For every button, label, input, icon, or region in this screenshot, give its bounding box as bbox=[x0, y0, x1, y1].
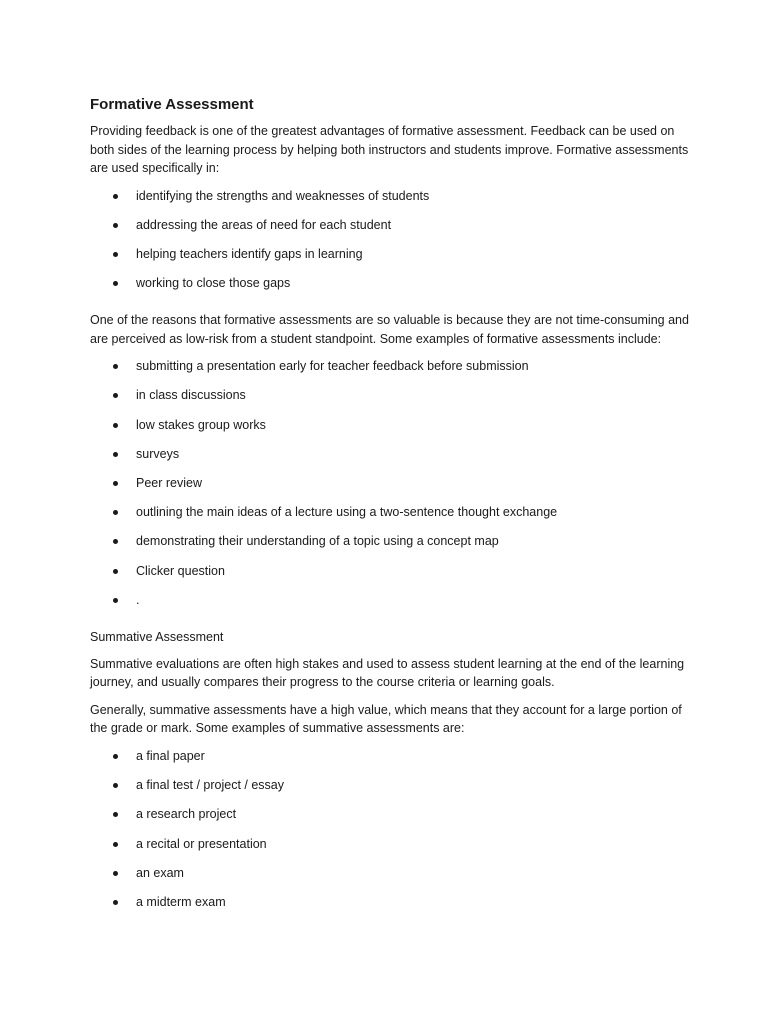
bullet-icon bbox=[113, 842, 118, 847]
list-item bbox=[90, 805, 690, 834]
list-item-text: Peer review bbox=[136, 476, 202, 490]
list-item bbox=[90, 864, 690, 893]
bullet-icon bbox=[113, 783, 118, 788]
bullet-icon bbox=[113, 871, 118, 876]
bullet-icon bbox=[113, 510, 118, 515]
bullet-icon bbox=[113, 364, 118, 369]
bullet-icon bbox=[113, 812, 118, 817]
list-item-text: low stakes group works bbox=[136, 417, 266, 432]
bullet-icon bbox=[113, 452, 118, 457]
list-item-text: . bbox=[136, 592, 140, 607]
formative-examples-list bbox=[90, 357, 690, 620]
list-item bbox=[90, 503, 690, 532]
list-item-text: a midterm exam bbox=[136, 894, 226, 909]
list-item bbox=[90, 562, 690, 591]
list-item bbox=[90, 274, 690, 303]
list-item-text: helping teachers identify gaps in learning bbox=[136, 246, 363, 261]
list-item-text: Clicker question bbox=[136, 563, 225, 578]
list-item bbox=[90, 532, 690, 561]
list-item-text: working to close those gaps bbox=[136, 276, 291, 291]
list-item-text: a recital or presentation bbox=[136, 836, 267, 851]
list-item bbox=[90, 776, 690, 805]
bullet-icon bbox=[113, 281, 118, 286]
bullet-icon bbox=[113, 569, 118, 574]
uses-list bbox=[90, 187, 690, 304]
list-item-text: demonstrating their understanding of a topic using a concept map bbox=[136, 534, 499, 549]
list-item-text: a final test / project / essay bbox=[136, 778, 284, 793]
section-heading: Summative Assessment bbox=[90, 629, 224, 644]
bullet-icon bbox=[113, 598, 118, 603]
list-item-text: surveys bbox=[136, 446, 180, 461]
document-page bbox=[90, 94, 690, 930]
bullet-icon bbox=[113, 223, 118, 228]
value-paragraph: One of the reasons that formative assessments are so valuable is because they are not time-consuming and are perceived as low-risk from a student standpoint. Some examples of formative assessments include: bbox=[90, 313, 689, 346]
list-item-text: identifying the strengths and weaknesses of students bbox=[136, 188, 430, 203]
list-item-text: outlining the main ideas of a lecture using a two-sentence thought exchange bbox=[136, 505, 558, 520]
list-item-text: a final paper bbox=[136, 748, 205, 763]
bullet-icon bbox=[113, 393, 118, 398]
list-item-text: addressing the areas of need for each student bbox=[136, 217, 392, 232]
bullet-icon bbox=[113, 539, 118, 544]
list-item bbox=[90, 416, 690, 445]
list-item bbox=[90, 245, 690, 274]
bullet-icon bbox=[113, 481, 118, 486]
list-item bbox=[90, 591, 690, 620]
summative-paragraph-2: Generally, summative assessments have a high value, which means that they account for a large portion of the grade or mark. Some examples of summative assessments are: bbox=[90, 702, 682, 736]
bullet-icon bbox=[113, 252, 118, 257]
list-item bbox=[90, 216, 690, 245]
list-item-text: a research project bbox=[136, 807, 237, 822]
list-item-text: an exam bbox=[136, 865, 184, 880]
list-item bbox=[90, 445, 690, 474]
list-item-text: submitting a presentation early for teacher feedback before submission bbox=[136, 359, 529, 374]
bullet-icon bbox=[113, 754, 118, 759]
list-item bbox=[90, 187, 690, 216]
list-item bbox=[90, 357, 690, 386]
list-item bbox=[90, 835, 690, 864]
intro-paragraph: Providing feedback is one of the greatest advantages of formative assessment. Feedback can be used on both sides of the learning process by helping both instructors and students improve. Formative assessments are used specifically in: bbox=[90, 124, 689, 175]
summative-paragraph-1: Summative evaluations are often high stakes and used to assess student learning at the end of the learning journey, and usually compares their progress to the course criteria or learning goals. bbox=[90, 656, 685, 690]
list-item-text: in class discussions bbox=[136, 388, 246, 403]
bullet-icon bbox=[113, 900, 118, 905]
page-title: Formative Assessment bbox=[90, 96, 254, 113]
bullet-icon bbox=[113, 423, 118, 428]
list-item bbox=[90, 893, 690, 922]
bullet-icon bbox=[113, 194, 118, 199]
summative-examples-list bbox=[90, 747, 690, 922]
list-item bbox=[90, 747, 690, 776]
list-item bbox=[90, 474, 690, 503]
list-item bbox=[90, 386, 690, 415]
